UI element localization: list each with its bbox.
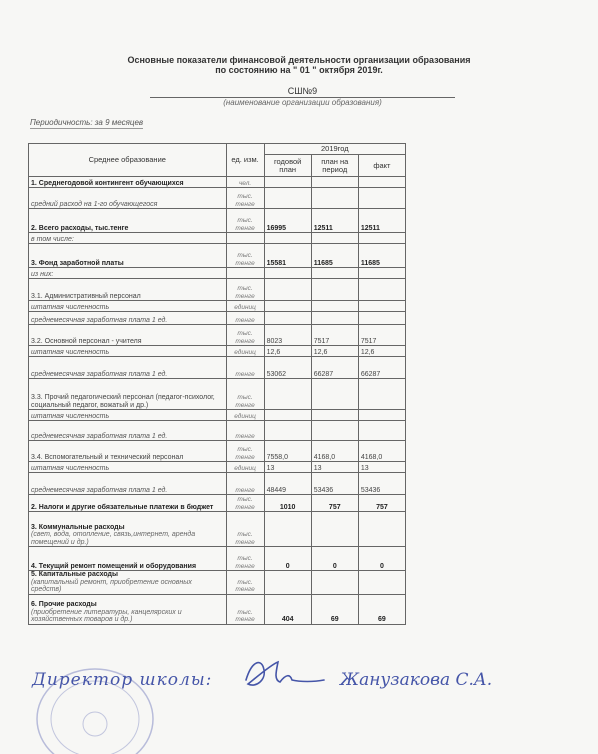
cell-period: 12511 [311,209,358,233]
row-name [29,244,227,268]
row-label: 3.3. Прочий педагогический персонал (педагог-психолог, социальный педагог, вожатый и др.) [31,394,215,409]
cell-period: 13 [311,462,358,473]
table-row [29,346,406,357]
cell-period [311,268,358,279]
row-label: среднемесячная заработная плата 1 ед. [31,370,168,378]
cell-annual [264,410,311,421]
organization-name: СШ№9 [150,86,455,98]
cell-annual [264,301,311,312]
cell-fact: 53436 [358,473,405,495]
row-name [29,547,227,571]
header-year: 2019год [264,144,405,155]
cell-period: 757 [311,495,358,512]
cell-fact: 12511 [358,209,405,233]
cell-fact: 11685 [358,244,405,268]
cell-fact [358,233,405,244]
row-label: 6. Прочие расходы [31,601,97,608]
cell-period: 11685 [311,244,358,268]
cell-annual [264,571,311,595]
cell-period [311,233,358,244]
header-annual: годовой план [264,155,311,177]
row-label: 3. Коммунальные расходы [31,523,125,531]
row-label: средний расход на 1-го обучающегося [31,200,158,208]
row-label: 3.1. Административный персонал [31,292,141,300]
cell-annual: 404 [264,594,311,624]
signature-name: Жанузакова С.А. [340,670,493,690]
row-label: 1. Среднегодовой контингент обучающихся [31,179,184,187]
cell-period [311,279,358,301]
cell-fact [358,279,405,301]
row-name [29,209,227,233]
row-name [29,421,227,441]
cell-period: 4168,0 [311,441,358,462]
row-label: штатная численность [31,303,110,311]
row-unit: тенге [226,312,264,325]
row-name [29,462,227,473]
cell-fact: 66287 [358,357,405,379]
cell-fact: 69 [358,594,405,624]
row-unit: тыс. тенге [226,441,264,462]
table-row [29,209,406,233]
row-unit: тенге [226,421,264,441]
cell-period: 69 [311,594,358,624]
cell-annual [264,268,311,279]
row-label: из них: [31,270,54,278]
header-name: Среднее образование [29,144,227,177]
cell-annual: 48449 [264,473,311,495]
row-unit: единиц [226,462,264,473]
row-name [29,512,227,547]
table-row [29,462,406,473]
row-unit: тыс. тенге [226,379,264,410]
table-row [29,325,406,346]
table-row [29,312,406,325]
table-row [29,177,406,188]
cell-period: 0 [311,547,358,571]
handwritten-signature-icon [238,650,328,695]
table-row [29,268,406,279]
table-row [29,410,406,421]
cell-period [311,512,358,547]
row-label: 3.2. Основной персонал - учителя [31,337,142,345]
cell-annual: 0 [264,547,311,571]
row-label: штатная численность [31,348,110,356]
cell-fact [358,571,405,595]
cell-annual [264,312,311,325]
table-row [29,279,406,301]
row-label: 5. Капитальные расходы [31,571,118,578]
row-name [29,301,227,312]
row-unit: тыс. тенге [226,495,264,512]
row-name [29,594,227,624]
cell-period [311,410,358,421]
cell-annual [264,421,311,441]
cell-annual: 53062 [264,357,311,379]
row-name [29,346,227,357]
row-label: штатная численность [31,464,110,472]
table-row [29,233,406,244]
table-row [29,379,406,410]
cell-annual [264,279,311,301]
table-row [29,357,406,379]
cell-fact [358,421,405,441]
cell-fact [358,301,405,312]
header-unit: ед. изм. [226,144,264,177]
cell-fact [358,512,405,547]
table-row [29,473,406,495]
row-name [29,188,227,209]
table-row [29,244,406,268]
row-unit: тыс. тенге [226,279,264,301]
cell-annual: 16995 [264,209,311,233]
table-row [29,441,406,462]
cell-annual [264,379,311,410]
report-title-line2: по состоянию на " 01 " октября 2019г. [215,65,383,75]
row-name [29,495,227,512]
cell-fact: 13 [358,462,405,473]
cell-fact: 12,6 [358,346,405,357]
row-name [29,268,227,279]
table-row [29,301,406,312]
cell-period [311,379,358,410]
row-name [29,410,227,421]
cell-fact: 0 [358,547,405,571]
table-row [29,512,406,547]
row-unit: тенге [226,357,264,379]
cell-annual: 7558,0 [264,441,311,462]
row-note: (капитальный ремонт, приобретение основных средств) [31,578,192,593]
row-name [29,312,227,325]
row-unit [226,268,264,279]
cell-fact [358,177,405,188]
row-unit: единиц [226,301,264,312]
row-unit: единиц [226,346,264,357]
report-title-line1: Основные показатели финансовой деятельности организации образования [127,55,471,65]
row-unit: единиц [226,410,264,421]
cell-annual [264,177,311,188]
row-label: штатная численность [31,412,110,420]
row-label: 2. Всего расходы, тыс.тенге [31,224,129,232]
row-name [29,233,227,244]
cell-period [311,188,358,209]
cell-fact: 7517 [358,325,405,346]
row-label: 2. Налоги и другие обязательные платежи в бюджет [31,503,214,511]
cell-fact: 757 [358,495,405,512]
row-unit: тыс. тенге [226,512,264,547]
row-name [29,571,227,595]
cell-period: 53436 [311,473,358,495]
cell-period: 66287 [311,357,358,379]
row-unit: тыс. тенге [226,547,264,571]
row-name [29,473,227,495]
cell-annual: 12,6 [264,346,311,357]
signature-title: Директор школы: [32,670,213,690]
row-label: среднемесячная заработная плата 1 ед. [31,316,168,324]
row-name [29,379,227,410]
organization-caption: (наименование организации образования) [223,98,382,107]
row-label: среднемесячная заработная плата 1 ед. [31,432,168,440]
cell-fact: 4168,0 [358,441,405,462]
header-fact: факт [358,155,405,177]
cell-annual [264,233,311,244]
cell-period [311,312,358,325]
row-note: (свет, вода, отопление, связь,интернет, аренда помещений и др.) [31,531,196,546]
row-label: в том числе: [31,235,74,243]
periodicity: Периодичность: за 9 месяцев [30,118,144,127]
financial-table [28,143,406,625]
row-name [29,279,227,301]
row-unit: тыс. тенге [226,244,264,268]
row-label: 4. Текущий ремонт помещений и оборудования [31,562,197,570]
row-label: среднемесячная заработная плата 1 ед. [31,486,168,494]
cell-fact [358,312,405,325]
row-unit: тыс. тенге [226,571,264,595]
cell-period [311,571,358,595]
row-unit [226,233,264,244]
row-unit: тыс. тенге [226,325,264,346]
table-row [29,594,406,624]
row-unit: чел. [226,177,264,188]
row-name [29,177,227,188]
row-name [29,325,227,346]
table-row [29,547,406,571]
cell-annual [264,188,311,209]
table-row [29,495,406,512]
cell-annual: 15581 [264,244,311,268]
cell-annual [264,512,311,547]
row-label: 3. Фонд заработной платы [31,259,124,267]
row-unit: тыс. тенге [226,209,264,233]
row-note: (приобретение литературы, канцелярских и хозяйственных товаров и др.) [31,608,182,623]
cell-period [311,301,358,312]
table-row [29,188,406,209]
cell-fact [358,268,405,279]
header-period: план на период [311,155,358,177]
cell-fact [358,410,405,421]
row-name [29,357,227,379]
row-unit: тыс. тенге [226,188,264,209]
row-name [29,441,227,462]
table-row [29,421,406,441]
cell-annual: 13 [264,462,311,473]
row-label: 3.4. Вспомогательный и технический персонал [31,453,184,461]
cell-period: 7517 [311,325,358,346]
row-unit: тыс. тенге [226,594,264,624]
table-row [29,571,406,595]
cell-period [311,421,358,441]
cell-annual: 1010 [264,495,311,512]
cell-fact [358,188,405,209]
cell-fact [358,379,405,410]
cell-annual: 8023 [264,325,311,346]
cell-period [311,177,358,188]
row-unit: тенге [226,473,264,495]
cell-period: 12,6 [311,346,358,357]
